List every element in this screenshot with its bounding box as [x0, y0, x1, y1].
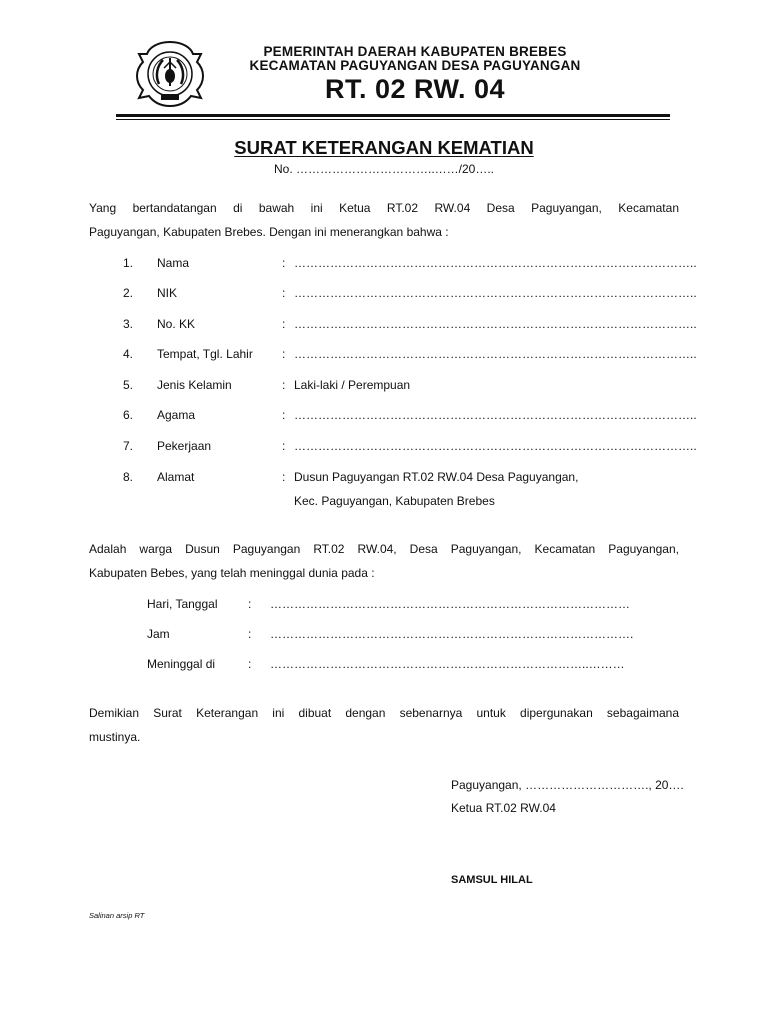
field-number: 6.	[123, 408, 134, 422]
document-number: No. ……………………………..……/20…..	[273, 162, 495, 176]
field-label: Agama	[157, 408, 196, 422]
field-value: Laki-laki / Perempuan	[294, 378, 411, 392]
field-number: 1.	[123, 256, 134, 270]
signature-name: SAMSUL HILAL	[451, 874, 533, 886]
death-colon: :	[248, 597, 252, 611]
regency-emblem-icon	[133, 40, 207, 108]
signature-place-date: Paguyangan, …………………………., 20….	[451, 778, 684, 792]
field-value: ………………………………………………………………………………………..	[294, 256, 697, 270]
statement-line-1: Adalah warga Dusun Paguyangan RT.02 RW.04, Desa Paguyangan, Kecamatan Paguyangan,	[89, 542, 679, 556]
field-label: Jenis Kelamin	[157, 378, 232, 392]
header-district-village: KECAMATAN PAGUYANGAN DESA PAGUYANGAN	[249, 58, 581, 73]
field-number: 3.	[123, 317, 134, 331]
field-value: ………………………………………………………………………………………..	[294, 286, 697, 300]
death-label: Meninggal di	[147, 657, 216, 671]
field-value: Dusun Paguyangan RT.02 RW.04 Desa Paguyangan,	[294, 470, 579, 484]
field-label: NIK	[157, 286, 178, 300]
field-colon: :	[282, 256, 286, 270]
footnote-archive-copy: Salinan arsip RT	[89, 911, 145, 920]
document-title: SURAT KETERANGAN KEMATIAN	[234, 137, 534, 158]
field-colon: :	[282, 317, 286, 331]
field-colon: :	[282, 286, 286, 300]
closing-paragraph	[89, 701, 679, 749]
intro-line-1: Yang bertandatangan di bawah ini Ketua RT.02 RW.04 Desa Paguyangan, Kecamatan	[89, 201, 679, 215]
header-rt-rw: RT. 02 RW. 04	[324, 74, 506, 104]
statement-line-2: Kabupaten Bebes, yang telah meninggal dunia pada :	[89, 566, 375, 580]
intro-line-2: Paguyangan, Kabupaten Brebes. Dengan ini menerangkan bahwa :	[89, 225, 449, 239]
death-value: ……………………………………………………………………………….	[270, 627, 634, 641]
field-label: Nama	[157, 256, 190, 270]
field-value: ………………………………………………………………………………………..	[294, 439, 697, 453]
field-colon: :	[282, 439, 286, 453]
field-number: 2.	[123, 286, 134, 300]
field-label: No. KK	[157, 317, 196, 331]
field-colon: :	[282, 378, 286, 392]
signature-position: Ketua RT.02 RW.04	[451, 801, 556, 815]
header-government-name: PEMERINTAH DAERAH KABUPATEN BREBES	[263, 44, 567, 59]
field-number: 8.	[123, 470, 134, 484]
field-colon: :	[282, 347, 286, 361]
field-label: Tempat, Tgl. Lahir	[157, 347, 253, 361]
closing-line-1: Demikian Surat Keterangan ini dibuat dengan sebenarnya untuk dipergunakan sebagaimana	[89, 706, 679, 720]
death-label: Hari, Tanggal	[147, 597, 218, 611]
field-value-continued: Kec. Paguyangan, Kabupaten Brebes	[294, 494, 495, 508]
field-colon: :	[282, 408, 286, 422]
header-divider-thin	[116, 119, 670, 120]
field-number: 7.	[123, 439, 134, 453]
header-divider-thick	[116, 114, 670, 117]
statement-paragraph	[89, 537, 679, 585]
death-colon: :	[248, 627, 252, 641]
closing-line-2: mustinya.	[89, 730, 141, 744]
field-value: ………………………………………………………………………………………..	[294, 408, 697, 422]
field-number: 5.	[123, 378, 134, 392]
death-label: Jam	[147, 627, 170, 641]
field-value: ………………………………………………………………………………………..	[294, 317, 697, 331]
death-colon: :	[248, 657, 252, 671]
field-number: 4.	[123, 347, 134, 361]
field-label: Alamat	[157, 470, 195, 484]
intro-paragraph	[89, 196, 679, 244]
field-label: Pekerjaan	[157, 439, 212, 453]
field-colon: :	[282, 470, 286, 484]
death-value: ………………………………………………………………………………	[270, 597, 630, 611]
death-value: ……………………………………………………………………..………	[270, 657, 625, 671]
field-value: ………………………………………………………………………………………..	[294, 347, 697, 361]
